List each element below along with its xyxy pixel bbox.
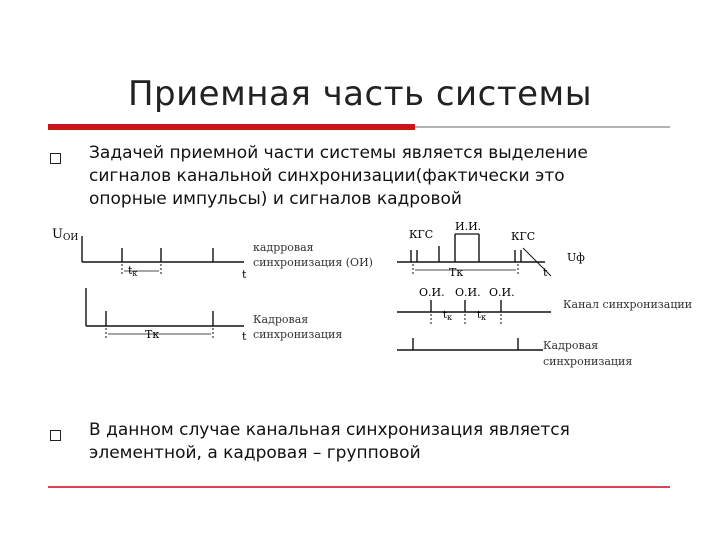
tk-label: Тк	[145, 328, 160, 341]
oi-label: О.И.	[489, 286, 515, 299]
timing-diagram-left-svg	[48, 216, 383, 354]
ktc-label: КГС	[511, 230, 536, 243]
bullet-paragraph-2	[89, 419, 570, 465]
title-divider-line	[415, 126, 670, 128]
oi-label: О.И.	[419, 286, 445, 299]
paragraph-line: опорные импульсы) и сигналов кадровой	[89, 189, 462, 209]
axis-label: UОИ	[52, 227, 79, 243]
ii-label: И.И.	[455, 220, 482, 233]
caption-line: синхронизация	[253, 328, 343, 341]
paragraph-line: элементной, а кадровая – групповой	[89, 443, 421, 463]
caption-line: Канал синхронизации	[563, 298, 693, 311]
bullet-square-icon	[50, 153, 61, 164]
footer-divider	[48, 486, 670, 488]
time-axis-label: t	[242, 330, 247, 343]
time-axis-label: t	[242, 268, 247, 281]
caption-line: синхронизация (ОИ)	[253, 256, 373, 269]
oi-label: О.И.	[455, 286, 481, 299]
title-divider-accent	[48, 124, 415, 130]
uf-label: Uф	[567, 251, 585, 264]
ktc-label: КГС	[409, 228, 434, 241]
timing-diagram-right	[383, 216, 695, 380]
tk-label: Тк	[449, 266, 464, 279]
paragraph-line: В данном случае канальная синхронизация является	[89, 420, 570, 440]
tk-label: tк	[128, 264, 138, 278]
slide-title: Приемная часть системы	[127, 74, 593, 114]
paragraph-line: Задачей приемной части системы является выделение	[89, 143, 588, 163]
timing-diagram-left	[48, 216, 383, 354]
caption-line: Кадровая	[543, 339, 599, 352]
caption-line: синхронизация	[543, 355, 633, 368]
paragraph-line: сигналов канальной синхронизации(фактически это	[89, 166, 565, 186]
time-axis-label: t	[543, 266, 548, 279]
caption-line: кадрровая	[253, 241, 314, 254]
tk-small-label: $t_к$	[477, 310, 487, 322]
timing-diagram-right-svg	[383, 216, 695, 380]
caption-line: Кадровая	[253, 313, 309, 326]
bullet-paragraph-1	[89, 142, 588, 211]
tk-small-label: $t_к$	[443, 310, 453, 322]
bullet-square-icon	[50, 430, 61, 441]
